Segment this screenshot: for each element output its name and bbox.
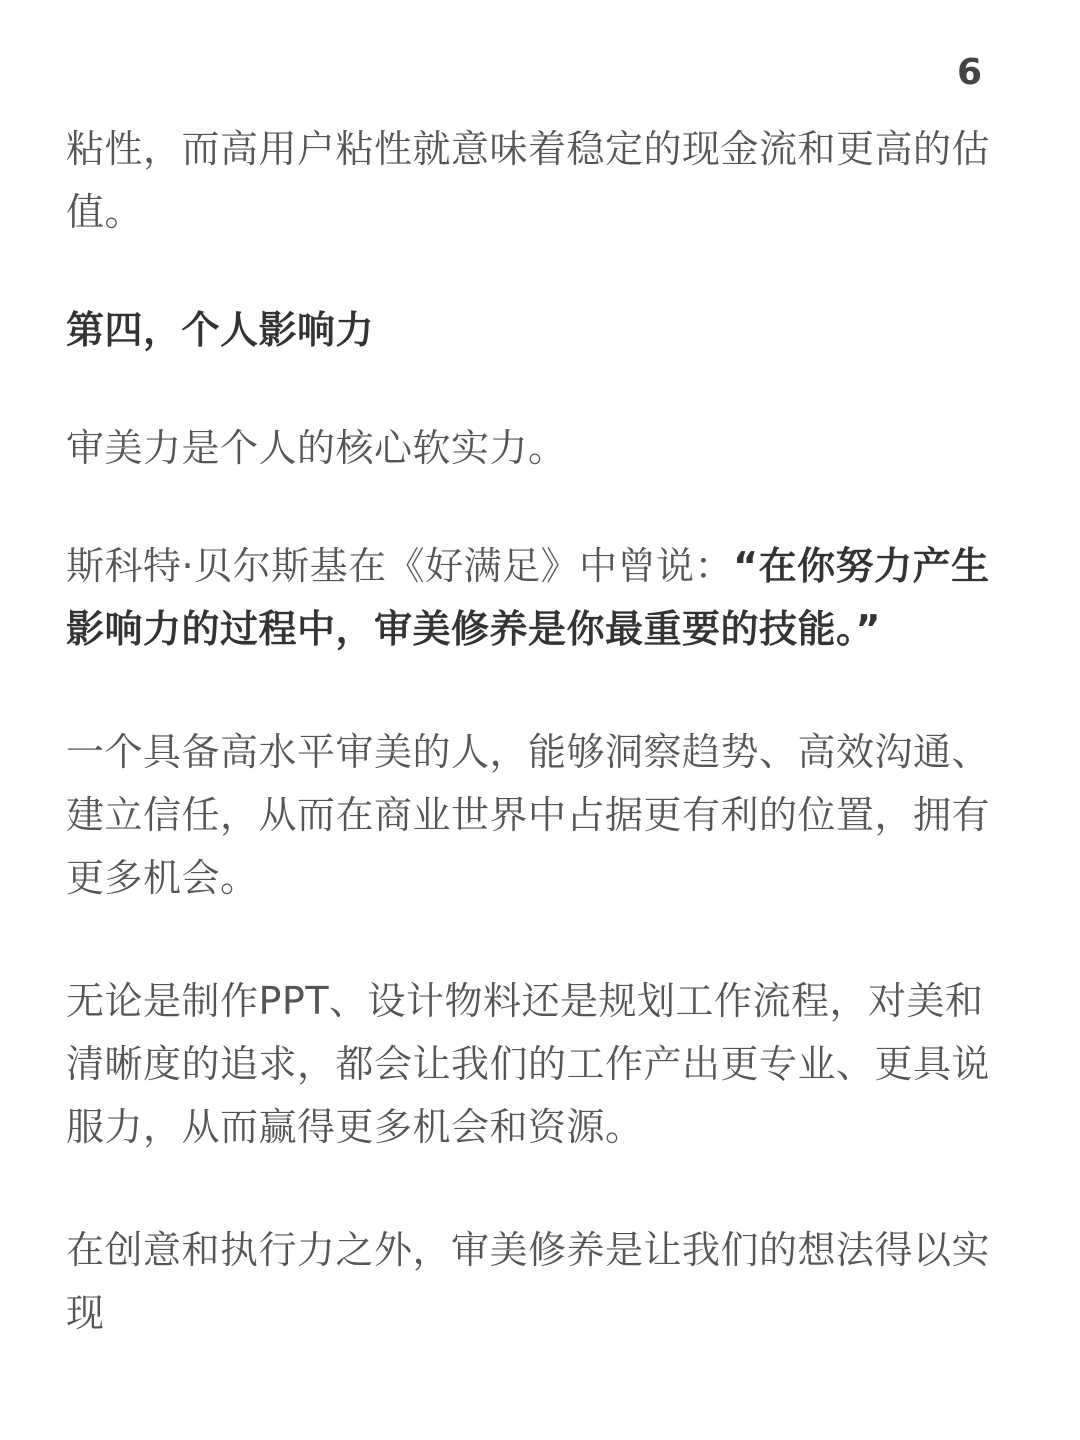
article-body — [66, 118, 1016, 1345]
paragraph-2: 审美力是个人的核心软实力。 — [66, 426, 567, 470]
paragraph-3 — [66, 535, 1016, 661]
paragraph-1: 粘性，而高用户粘性就意味着稳定的现金流和更高的估值。 — [66, 127, 991, 234]
page-number: 6 — [956, 52, 982, 93]
paragraph-5: 无论是制作PPT、设计物料还是规划工作流程，对美和清晰度的追求，都会让我们的工作产出更专业、更具说服力，从而赢得更多机会和资源。 — [66, 979, 991, 1149]
paragraph-6: 在创意和执行力之外，审美修养是让我们的想法得以实现 — [66, 1228, 991, 1335]
quote-text: “在你努力产生影响力的过程中，审美修养是你最重要的技能。” — [66, 544, 990, 651]
section-heading: 第四，个人影响力 — [66, 308, 375, 352]
paragraph-4: 一个具备高水平审美的人，能够洞察趋势、高效沟通、建立信任，从而在商业世界中占据更有利的位置，拥有更多机会。 — [66, 730, 991, 900]
quote-intro: 斯科特·贝尔斯基在《好满足》中曾说： — [66, 544, 734, 588]
